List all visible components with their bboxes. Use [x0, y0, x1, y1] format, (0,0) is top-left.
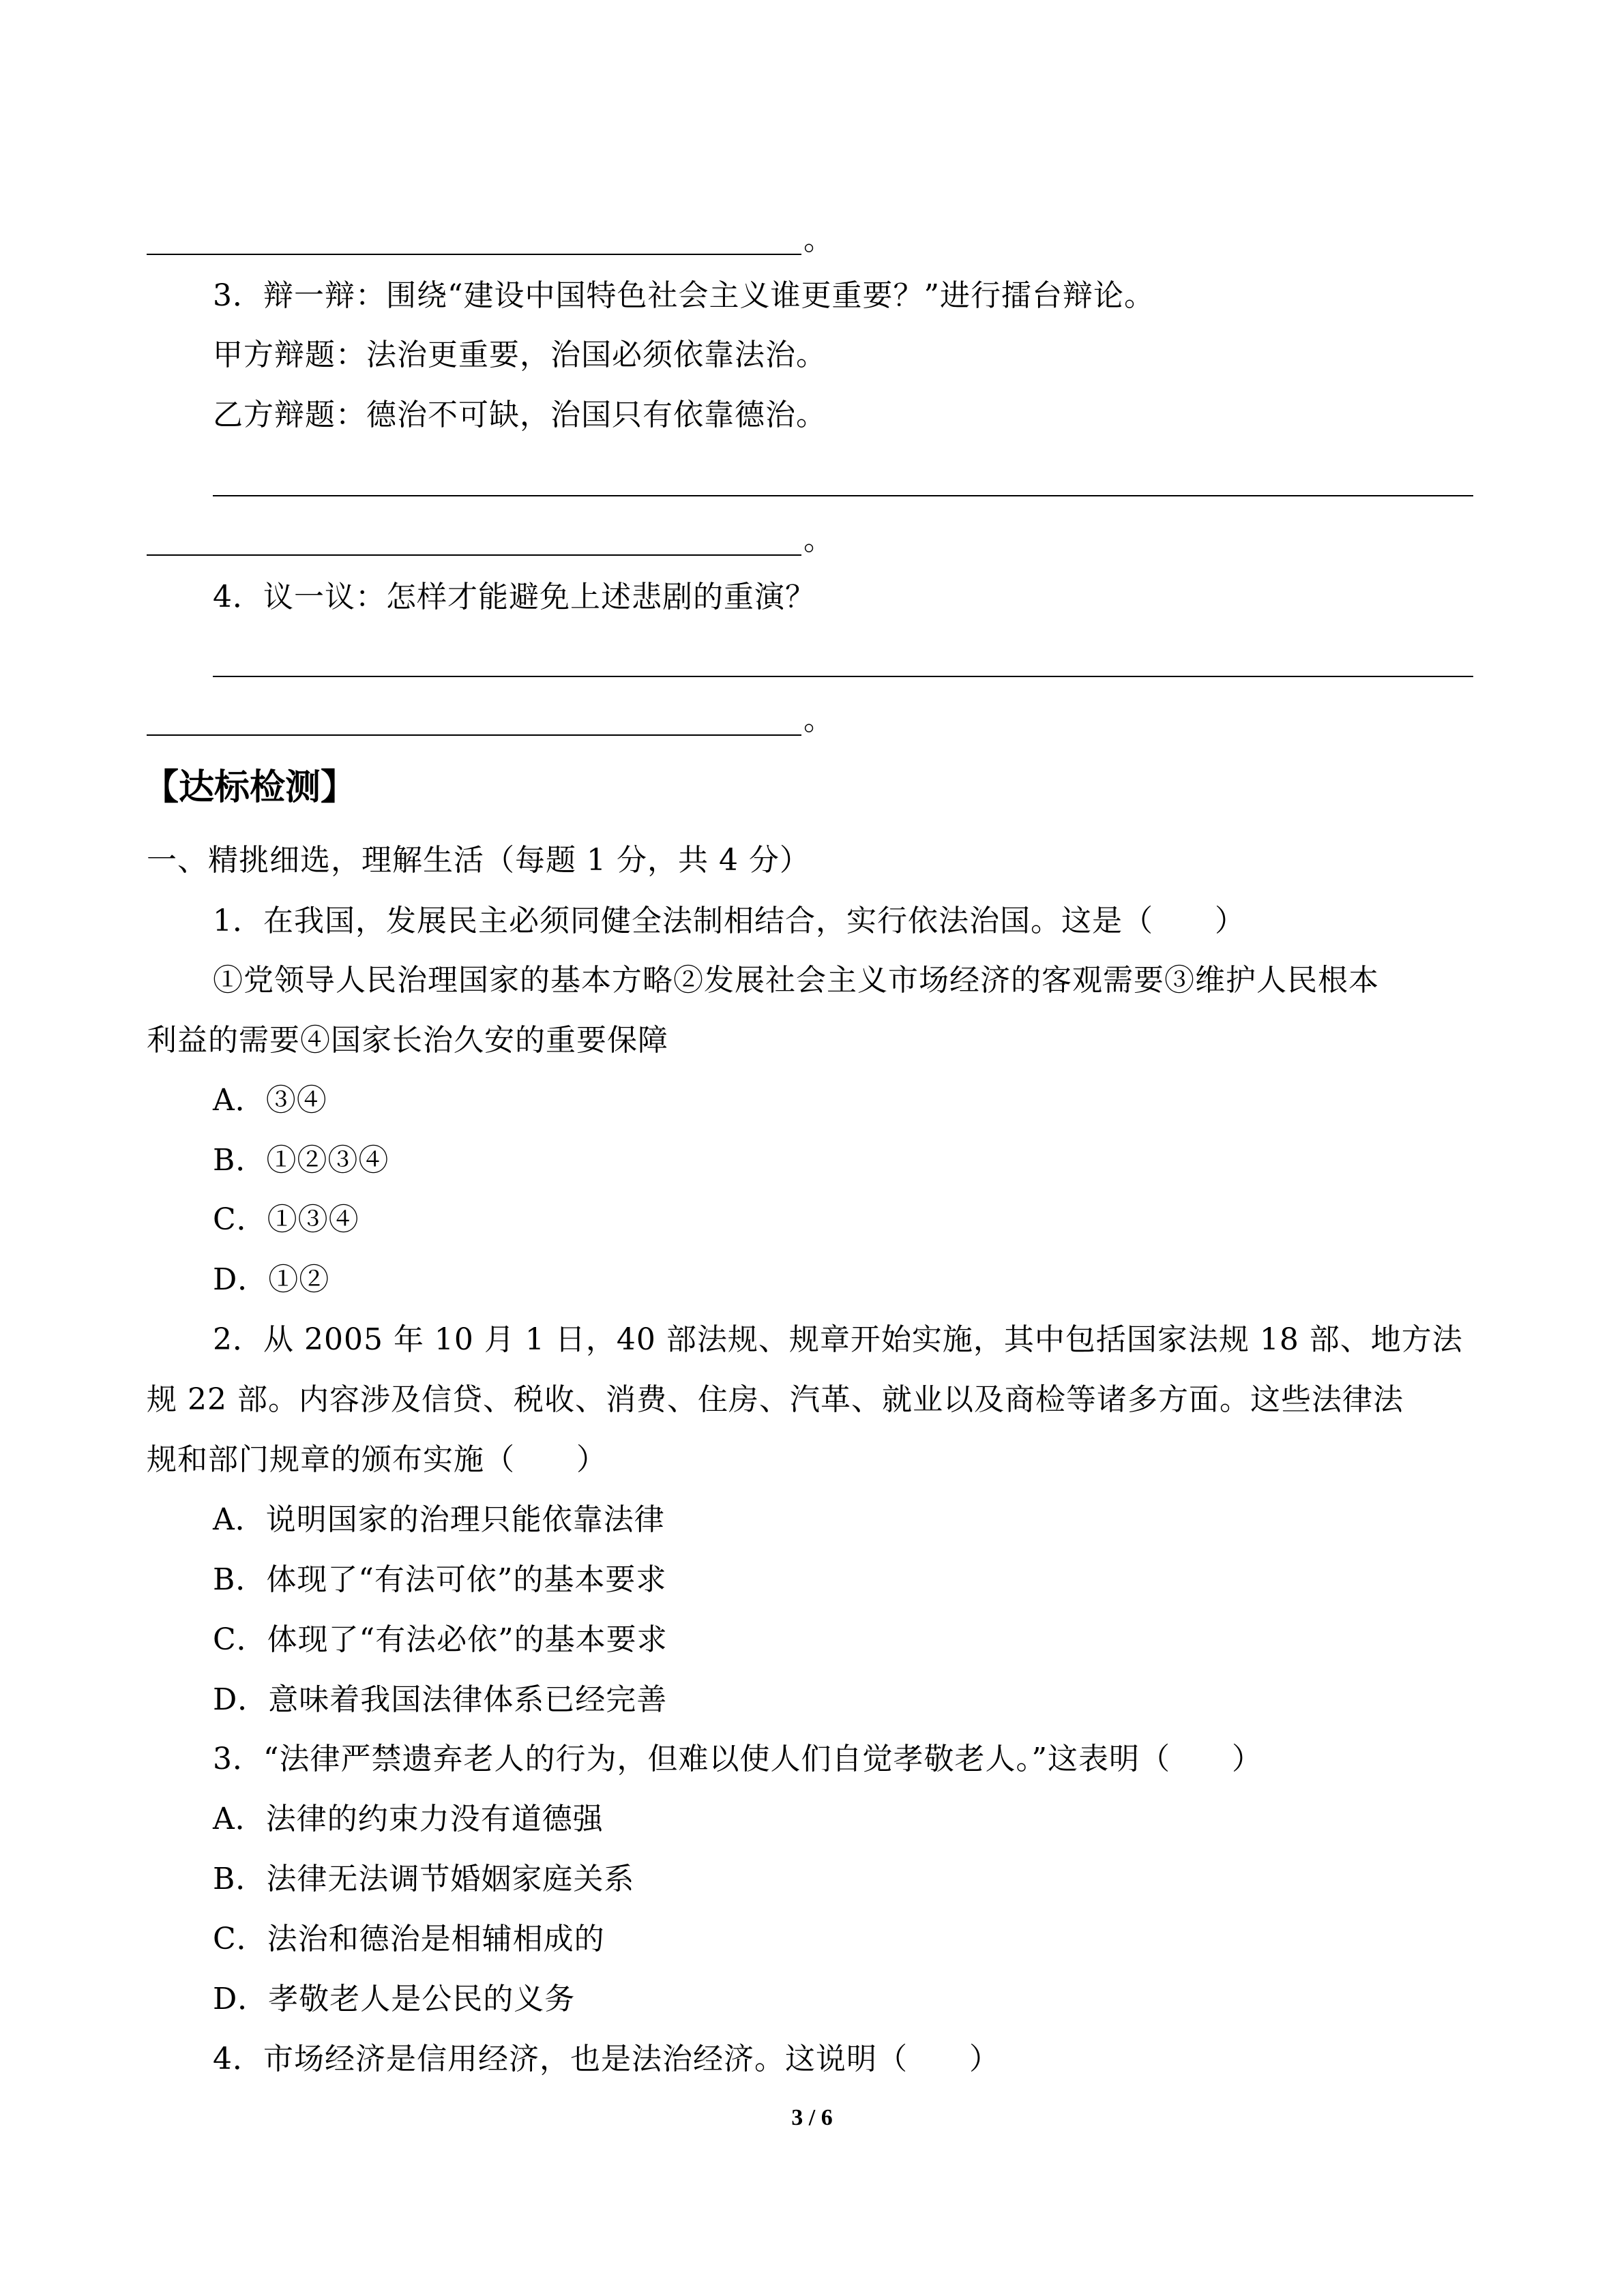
answer-blank-line[interactable] [147, 554, 801, 556]
debate-side-b: 乙方辩题：德治不可缺，治国只有依靠德治。 [213, 398, 827, 432]
option-c[interactable]: C．①③④ [213, 1202, 359, 1237]
part-heading: 一、精挑细选，理解生活（每题 1 分，共 4 分） [147, 843, 810, 878]
answer-blank-line[interactable] [213, 676, 1473, 677]
question-stem: 规和部门规章的颁布实施（ ） [147, 1442, 607, 1477]
option-b[interactable]: B．法律无法调节婚姻家庭关系 [213, 1862, 635, 1896]
discuss-prompt: 4．议一议：怎样才能避免上述悲剧的重演？ [213, 580, 816, 614]
question-stem: 4．市场经济是信用经济，也是法治经济。这说明（ ） [213, 2042, 1000, 2076]
option-d[interactable]: D．意味着我国法律体系已经完善 [213, 1682, 668, 1717]
question-stem: 1．在我国，发展民主必须同健全法制相结合，实行依法治国。这是（ ） [213, 904, 1245, 938]
answer-blank-line[interactable] [147, 734, 801, 736]
option-a[interactable]: A．法律的约束力没有道德强 [213, 1802, 604, 1836]
question-stem: 2．从 2005 年 10 月 1 日，40 部法规、规章开始实施，其中包括国家法规 18 部、地方法 [213, 1322, 1463, 1357]
answer-blank-line[interactable] [147, 254, 801, 255]
question-stem: 规 22 部。内容涉及信贷、税收、消费、住房、汽革、就业以及商检等诸多方面。这些法律法 [147, 1382, 1404, 1417]
question-statements: 利益的需要④国家长治久安的重要保障 [147, 1023, 668, 1058]
option-d[interactable]: D．孝敬老人是公民的义务 [213, 1982, 576, 2016]
debate-prompt: 3．辩一辩：围绕“建设中国特色社会主义谁更重要？”进行擂台辩论。 [213, 278, 1155, 313]
blank-period: 。 [803, 222, 833, 257]
answer-blank-line[interactable] [213, 495, 1473, 496]
option-b[interactable]: B．体现了“有法可依”的基本要求 [213, 1562, 667, 1597]
debate-side-a: 甲方辩题：法治更重要，治国必须依靠法治。 [213, 338, 827, 372]
option-a[interactable]: A．说明国家的治理只能依靠法律 [213, 1502, 665, 1537]
option-b[interactable]: B．①②③④ [213, 1143, 389, 1178]
page-number: 3 / 6 [791, 2105, 833, 2130]
question-stem: 3．“法律严禁遗弃老人的行为，但难以使人们自觉孝敬老人。”这表明（ ） [213, 1742, 1263, 1776]
question-statements: ①党领导人民治理国家的基本方略②发展社会主义市场经济的客观需要③维护人民根本 [213, 963, 1379, 998]
blank-period: 。 [803, 702, 833, 737]
option-c[interactable]: C．法治和德治是相辅相成的 [213, 1922, 605, 1956]
option-c[interactable]: C．体现了“有法必依”的基本要求 [213, 1622, 668, 1657]
section-title: 【达标检测】 [143, 767, 357, 808]
option-a[interactable]: A．③④ [213, 1083, 327, 1118]
option-d[interactable]: D．①② [213, 1262, 330, 1297]
blank-period: 。 [803, 522, 833, 557]
